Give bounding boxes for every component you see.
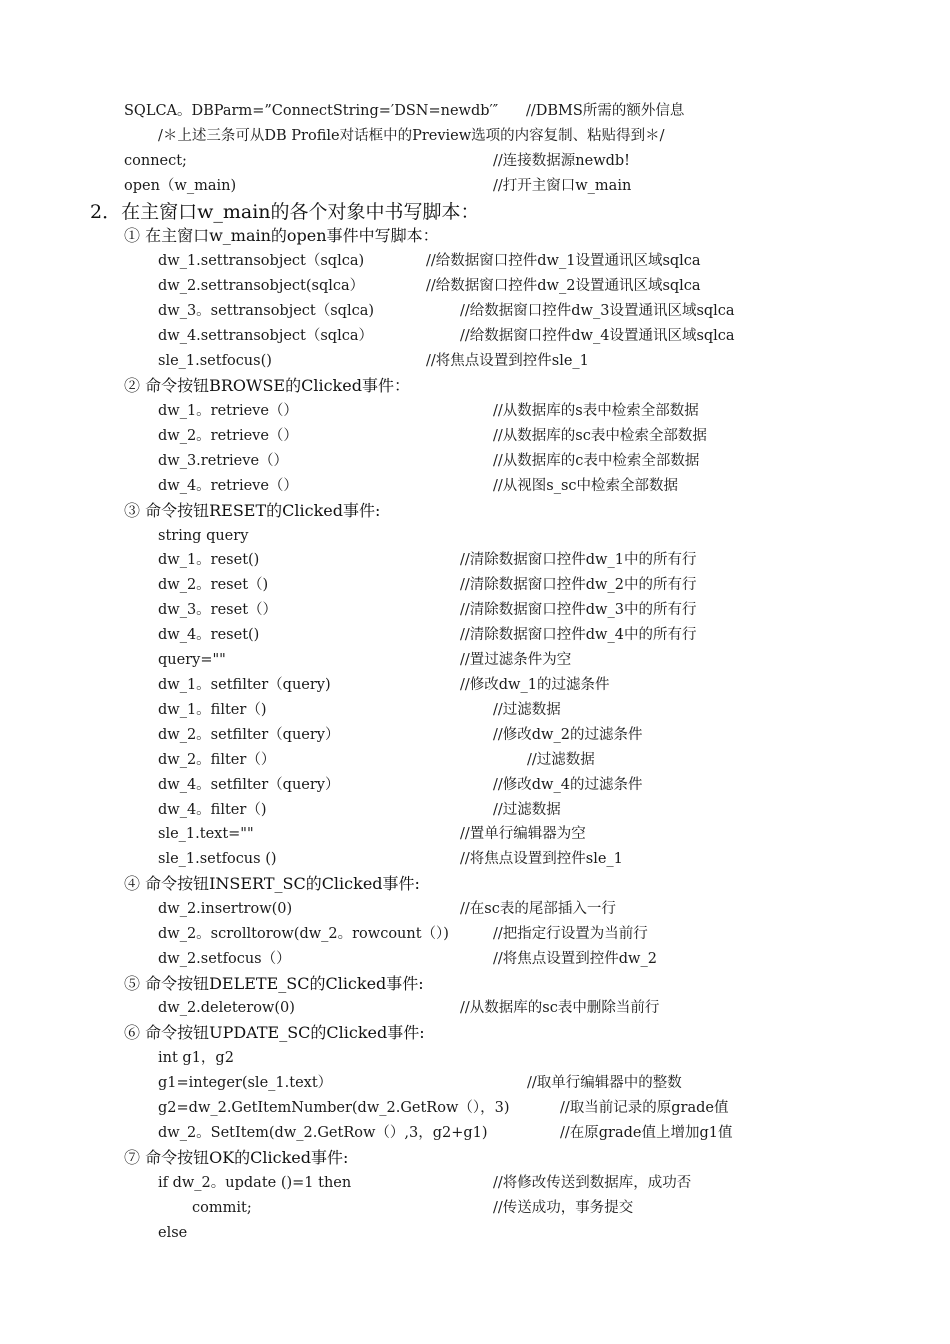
code-line: g2=dw_2.GetItemNumber(dw_2.GetRow（），3) — [158, 1100, 510, 1116]
code-line: dw_1.settransobject（sqlca) — [158, 253, 365, 269]
code-comment: //在sc表的尾部插入一行 — [460, 901, 616, 917]
open-code: open（w_main) — [124, 178, 237, 194]
code-comment: //给数据窗口控件dw_1设置通讯区域sqlca — [426, 253, 701, 269]
code-comment: //从视图s_sc中检索全部数据 — [493, 478, 679, 494]
code-line: string query — [158, 528, 249, 544]
code-comment: //给数据窗口控件dw_4设置通讯区域sqlca — [460, 328, 735, 344]
code-line: else — [158, 1225, 188, 1241]
code-comment: //清除数据窗口控件dw_4中的所有行 — [460, 627, 697, 643]
step-6-heading: ⑥ 命令按钮UPDATE_SC的Clicked事件: — [124, 1023, 425, 1042]
step-5-heading: ⑤ 命令按钮DELETE_SC的Clicked事件: — [124, 974, 424, 993]
code-comment: //从数据库的sc表中删除当前行 — [460, 1000, 660, 1016]
code-line: dw_4。reset() — [158, 627, 260, 643]
code-line: dw_4.settransobject（sqlca） — [158, 328, 373, 344]
step-2-heading: ② 命令按钮BROWSE的Clicked事件： — [124, 376, 410, 395]
code-comment: //传送成功，事务提交 — [493, 1200, 634, 1216]
code-line: dw_2。filter（） — [158, 752, 276, 768]
code-comment: //置单行编辑器为空 — [460, 826, 586, 842]
code-line: commit; — [192, 1200, 252, 1216]
step-7-heading: ⑦ 命令按钮OK的Clicked事件: — [124, 1148, 349, 1167]
code-line: dw_2。SetItem(dw_2.GetRow（）,3，g2+g1) — [158, 1125, 488, 1141]
code-comment: //将焦点设置到控件sle_1 — [426, 353, 589, 369]
code-line: query="" — [158, 652, 226, 668]
code-line: sle_1.setfocus() — [158, 353, 272, 369]
code-comment: //把指定行设置为当前行 — [493, 926, 648, 942]
code-comment: //修改dw_2的过滤条件 — [493, 727, 643, 743]
code-line: dw_4。setfilter（query） — [158, 777, 340, 793]
code-line: sle_1.setfocus () — [158, 851, 277, 867]
code-comment: //从数据库的c表中检索全部数据 — [493, 453, 700, 469]
code-comment: //过滤数据 — [527, 752, 595, 768]
code-comment: //清除数据窗口控件dw_1中的所有行 — [460, 552, 697, 568]
dbparm-code: SQLCA。DBParm=”ConnectString=′DSN=newdb′″ — [124, 103, 499, 119]
code-line: if dw_2。update ()=1 then — [158, 1175, 352, 1191]
code-comment: //取单行编辑器中的整数 — [527, 1075, 682, 1091]
open-comment: //打开主窗口w_main — [493, 178, 632, 194]
code-comment: //给数据窗口控件dw_3设置通讯区域sqlca — [460, 303, 735, 319]
code-line: dw_2.deleterow(0) — [158, 1000, 295, 1016]
code-line: dw_3。settransobject（sqlca) — [158, 303, 375, 319]
code-comment: //修改dw_1的过滤条件 — [460, 677, 610, 693]
code-comment: //将焦点设置到控件sle_1 — [460, 851, 623, 867]
code-line: dw_2。setfilter（query） — [158, 727, 340, 743]
code-line: dw_2.insertrow(0) — [158, 901, 293, 917]
code-line: dw_1。setfilter（query) — [158, 677, 331, 693]
code-line: dw_4。filter（) — [158, 802, 267, 818]
code-line: dw_2.setfocus（） — [158, 951, 291, 967]
code-line: dw_3。reset（） — [158, 602, 278, 618]
code-line: dw_2。retrieve（） — [158, 428, 298, 444]
dbparm-comment: //DBMS所需的额外信息 — [526, 103, 685, 119]
code-comment: //过滤数据 — [493, 702, 561, 718]
code-comment: //取当前记录的原grade值 — [560, 1100, 729, 1116]
code-line: int g1，g2 — [158, 1050, 234, 1066]
code-comment: //将修改传送到数据库，成功否 — [493, 1175, 692, 1191]
code-comment: //过滤数据 — [493, 802, 561, 818]
code-comment: //置过滤条件为空 — [460, 652, 572, 668]
code-line: dw_2.settransobject(sqlca） — [158, 278, 365, 294]
code-comment: //从数据库的s表中检索全部数据 — [493, 403, 699, 419]
code-comment: //清除数据窗口控件dw_3中的所有行 — [460, 602, 697, 618]
code-line: dw_1。filter（) — [158, 702, 267, 718]
code-line: g1=integer(sle_1.text） — [158, 1075, 333, 1091]
code-line: dw_2。scrolltorow(dw_2。rowcount（）) — [158, 926, 449, 942]
code-comment: //清除数据窗口控件dw_2中的所有行 — [460, 577, 697, 593]
code-line: dw_1。reset() — [158, 552, 260, 568]
connect-comment: //连接数据源newdb! — [493, 153, 630, 169]
code-line: dw_3.retrieve（） — [158, 453, 289, 469]
code-comment: //从数据库的sc表中检索全部数据 — [493, 428, 707, 444]
code-line: sle_1.text="" — [158, 826, 254, 842]
code-line: dw_1。retrieve（） — [158, 403, 298, 419]
step-1-heading: ① 在主窗口w_main的open事件中写脚本： — [124, 226, 439, 245]
section-heading: 2．在主窗口w_main的各个对象中书写脚本： — [90, 201, 480, 223]
code-comment: //将焦点设置到控件dw_2 — [493, 951, 657, 967]
profile-note: /＊上述三条可从DB Profile对话框中的Preview选项的内容复制、粘贴得到＊/ — [158, 128, 665, 144]
connect-code: connect; — [124, 153, 187, 169]
code-comment: //在原grade值上增加g1值 — [560, 1125, 733, 1141]
step-3-heading: ③ 命令按钮RESET的Clicked事件: — [124, 501, 381, 520]
step-4-heading: ④ 命令按钮INSERT_SC的Clicked事件: — [124, 874, 420, 893]
code-line: dw_2。reset（) — [158, 577, 269, 593]
code-comment: //修改dw_4的过滤条件 — [493, 777, 643, 793]
code-line: dw_4。retrieve（） — [158, 478, 298, 494]
code-comment: //给数据窗口控件dw_2设置通讯区域sqlca — [426, 278, 701, 294]
